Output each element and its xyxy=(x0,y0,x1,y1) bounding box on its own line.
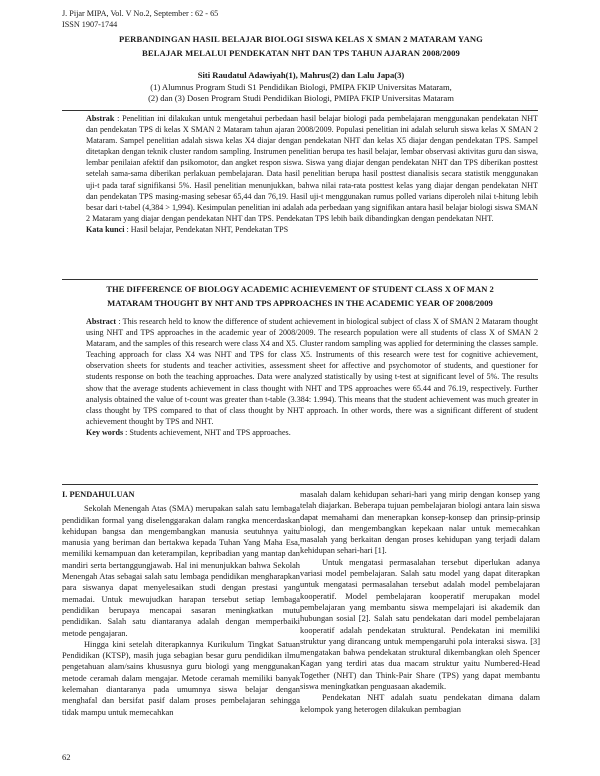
english-title-line-2: MATARAM THOUGHT BY NHT AND TPS APPROACHES IN THE ACADEMIC YEAR OF 2008/2009 xyxy=(107,297,493,308)
section-heading: I. PENDAHULUAN xyxy=(62,490,135,499)
paragraph: Sekolah Menengah Atas (SMA) merupakan salah satu lembaga pendidikan formal yang diselenggarakan dalam rangka mencerdaskan kehidupan bangsa dan mengembangkan manusia seutuhnya yaitu manusia yang beriman dan bertakwa kepada Tuhan Yang Maha Esa, memiliki kemampuan dan keterampilan, kepribadian yang mantap dan mandiri serta bertanggungjawab. Hal ini menunjukkan bahwa Sekolah Menengah Atas sebagai salah satu lembaga pendidikan mengharapkan para siswanya dapat menyelesaikan studi dengan prestasi yang memadai. Untuk mewujudkan harapan tersebut setiap lembaga pendidikan berupaya mencapai sasaran meningkatkan mutu pendidikan. Salah satu diantaranya adalah dengan memperbaiki metode pengajaran. xyxy=(62,504,300,638)
kata-kunci xyxy=(62,224,538,235)
affiliation-1: (1) Alumnus Program Studi S1 Pendidikan Biologi, PMIPA FKIP Universitas Mataram, xyxy=(150,81,452,92)
page-number: 62 xyxy=(62,752,71,762)
issn-line: ISSN 1907-1744 xyxy=(62,20,118,29)
paragraph: masalah dalam kehidupan sehari-hari yang mirip dengan konsep yang telah diajarkan. Beberapa tujuan pembelajaran biologi antara lain siswa dapat memahami dan menerapkan konsep-konsep dan prinsip-prinsip biologi, dan mengembangkan kepekaan nalar untuk memecahkan masalah yang berkaitan dengan proses kehidupan yang terjadi dalam kehidupan sehari-hari [1]. xyxy=(300,490,540,556)
journal-citation: J. Pijar MIPA, Vol. V No.2, September : 62 - 65 xyxy=(62,9,219,18)
abstrak-body xyxy=(62,113,538,224)
journal-header xyxy=(62,8,218,30)
abstrak-label: Abstrak xyxy=(86,114,115,123)
key-words xyxy=(62,427,538,438)
abstract-section xyxy=(62,316,538,438)
english-title-line-1: THE DIFFERENCE OF BIOLOGY ACADEMIC ACHIEVEMENT OF STUDENT CLASS X OF MAN 2 xyxy=(106,284,494,294)
kata-kunci-text: : Hasil belajar, Pendekatan NHT, Pendekatan TPS xyxy=(126,224,289,234)
key-words-text: : Students achievement, NHT and TPS approaches. xyxy=(125,427,291,437)
indonesian-title-line-1: PERBANDINGAN HASIL BELAJAR BIOLOGI SISWA KELAS X SMAN 2 MATARAM YANG xyxy=(119,34,483,44)
kata-kunci-label: Kata kunci xyxy=(86,224,125,234)
author-names: Siti Raudatul Adawiyah(1), Mahrus(2) dan Lalu Japa(3) xyxy=(197,70,405,80)
abstract-label: Abstract xyxy=(86,317,117,326)
author-block xyxy=(62,70,540,105)
divider xyxy=(62,279,538,280)
affiliation-2: (2) dan (3) Dosen Program Studi Pendidikan Biologi, PMIPA FKIP Universitas Mataram xyxy=(148,93,454,103)
indonesian-title-line-2: BELAJAR MELALUI PENDEKATAN NHT DAN TPS TAHUN AJARAN 2008/2009 xyxy=(142,48,460,58)
english-title xyxy=(62,283,538,310)
divider xyxy=(62,110,538,111)
paragraph: Pendekatan NHT adalah suatu pendekatan dimana dalam kelompok yang heterogen dilakukan pembagian xyxy=(300,693,540,714)
abstract-text: : This research held to know the difference of student achievement in biological subject of class X of SMAN 2 Mataram thought using NHT and TPS approaches in the academic year of 2008/2009. The research population were all students of class X of SMAN 2 Mataram, and the samples of this research were class X4 and X5. Cluster random sampling was applied for determining the classes sample. Teaching approach for class X4 was NHT and TPS for class X5. Instruments of this research were test for cognitive achievement, observation sheets for students and teacher activities, assessment sheet for affective and psychomotor of students, and questioner for students response on both the teaching approaches. Data were analyzed statistically by using t-test at significant level of 5%. The results show that the average students achievement in class thought with NHT and TPS approaches were 65.44 and 76.19, respectively. Further analysis obtained the value of t-count was greater than t-table (3.384: 1.994). This means that the student achievement was much greater in class thought by TPS compared to that of class thought by NHT approach. In other words, there was a significant different of student achievement thought by TPS and NHT. xyxy=(86,317,538,426)
divider xyxy=(62,484,538,485)
paragraph: Hingga kini setelah diterapkannya Kurikulum Tingkat Satuan Pendidikan (KTSP), masih juga sebagian besar guru pendidikan ilmu pengetahuan alam/sains khususnya guru biologi yang menggunakan metode ceramah dalam mengajar. Metode ceramah memiliki banyak kelemahan diantaranya pada umumnya siswa belajar dengan menghafal dan bersifat pasif dalam proses pembelajaran sehingga tidak mampu untuk memecahkan xyxy=(62,639,300,717)
abstrak-text: : Penelitian ini dilakukan untuk mengetahui perbedaan hasil belajar biologi pada pembelajaran menggunakan pendekatan NHT dan pendekatan TPS di kelas X SMAN 2 Mataram tahun ajaran 2008/2009. Populasi penelitian ini adalah seluruh siswa kelas X SMAN 2 Mataram. Sampel penelitian adalah siswa kelas X4 diajar dengan pendekatan NHT dan kelas X5 diajar dengan pendekatan TPS. Sampel ditetapkan dengan teknik cluster random sampling. Instrumen penelitian berupa tes hasil belajar, lembar observasi aktivitas guru dan siswa, lembar penilaian afektif dan psikomotor, dan angket respon siswa. Siswa yang diajar dengan pendekatan NHT dan TPS diberikan posttest setelah sama-sama diberikan perlakuan pembelajaran. Data hasil penelitian berupa hasil posttest dianalisis secara statistik menggunakan uji-t pada taraf signifikansi 5%. Hasil penelitian menunjukkan, bahwa nilai rata-rata posttest kelas yang diajar dengan pendekatan NHT dan pendekatan TPS masing-masing sebesar 65,44 dan 76,19. Hasil uji-t menggunakan rumus polled varians diperoleh nilai t-hitung lebih besar dari t-tabel (4,384 > 1,994). Kesimpulan penelitian ini adalah ada perbedaan yang signifikan antara hasil belajar biologi siswa SMAN 2 Mataram yang diajar dengan pendekatan NHT dan TPS. Pendekatan TPS lebih baik dibandingkan dengan pendekatan NHT. xyxy=(86,114,538,223)
abstrak-section xyxy=(62,113,538,235)
key-words-label: Key words xyxy=(86,427,124,437)
abstract-body xyxy=(62,316,538,427)
paragraph: Untuk mengatasi permasalahan tersebut diperlukan adanya variasi model pembelajaran. Salah satu model yang dapat diterapkan untuk mengatasi permasalahan tersebut adalah model pembelajaran kooperatif. Model pembelajaran kooperatif merupakan model pembelajaran yang membantu siswa mempelajari isi akademik dan hubungan sosial [2]. Salah satu pendekatan dari model pembelajaran kooperatif adalah pendekatan struktural. Pendekatan ini memiliki struktur yang dirancang untuk mempengaruhi pola interaksi siswa. [3] mengatakan bahwa pendekatan struktural dikembangkan oleh Spencer Kagan yang terdiri atas dua macam struktur yaitu Numbered-Head Together (NHT) dan Think-Pair Share (TPS) yang dapat membantu siswa meningkatkan penguasaan akademik. xyxy=(300,557,540,692)
right-column xyxy=(300,489,540,715)
indonesian-title xyxy=(62,32,540,60)
left-column xyxy=(62,489,300,718)
